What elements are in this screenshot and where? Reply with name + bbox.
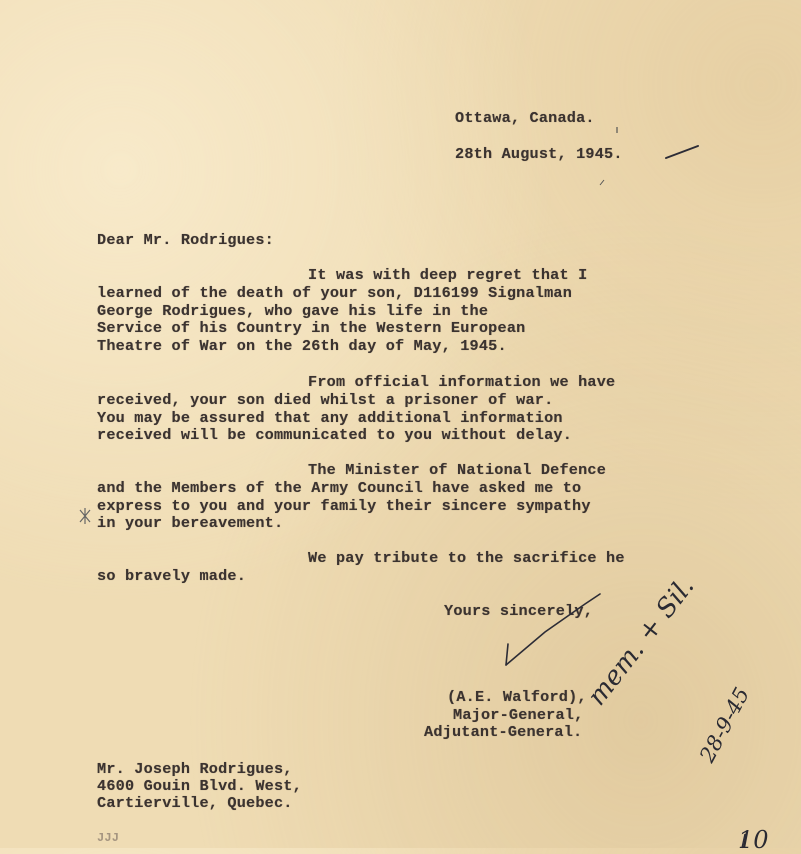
asterisk-icon	[80, 508, 90, 524]
pencil-dash-icon	[600, 180, 604, 185]
paragraph-line: in your bereavement.	[97, 514, 284, 533]
addressee-name: Mr. Joseph Rodrigues,	[97, 760, 293, 778]
check-mark-icon	[666, 146, 698, 158]
paragraph-line: From official information we have	[308, 373, 616, 391]
reference-initials: JJJ	[97, 831, 120, 845]
paragraph-line: George Rodrigues, who gave his life in the	[97, 301, 489, 320]
signatory-rank: Major-General,	[453, 706, 584, 724]
pencil-stroke-icon	[506, 644, 508, 665]
paragraph-line: You may be assured that any additional information	[97, 408, 563, 427]
paragraph-line: received, your son died whilst a prisoner of war.	[97, 390, 554, 409]
letter-place: Ottawa, Canada.	[455, 109, 595, 127]
paragraph-line: The Minister of National Defence	[308, 461, 607, 479]
paragraph-line: Theatre of War on the 26th day of May, 1945.	[97, 337, 507, 356]
addressee-street: 4600 Gouin Blvd. West,	[97, 777, 302, 795]
paragraph-line: We pay tribute to the sacrifice he	[308, 549, 625, 567]
paragraph-line: learned of the death of your son, D116199 Signalman	[97, 283, 573, 302]
pencil-annotation: mem. + Sil.	[582, 571, 701, 712]
paragraph-line: and the Members of the Army Council have asked me to	[97, 478, 582, 497]
pencil-stroke-icon	[506, 594, 600, 665]
closing: Yours sincerely,	[444, 602, 594, 620]
salutation: Dear Mr. Rodrigues:	[97, 231, 274, 249]
addressee-city: Cartierville, Quebec.	[97, 794, 293, 812]
paragraph-line: Service of his Country in the Western European	[97, 319, 526, 338]
page-number: 10	[738, 826, 769, 854]
paragraph-line: It was with deep regret that I	[308, 266, 588, 284]
signatory-title: Adjutant-General.	[424, 723, 583, 741]
signatory-name: (A.E. Walford),	[447, 688, 587, 706]
letter-date: 28th August, 1945.	[455, 145, 623, 163]
paragraph-line: express to you and your family their sincere sympathy	[97, 496, 591, 515]
paragraph-line: received will be communicated to you without delay.	[97, 426, 573, 445]
pencil-date: 28-9-45	[695, 683, 755, 767]
paragraph-line: so bravely made.	[97, 566, 247, 585]
